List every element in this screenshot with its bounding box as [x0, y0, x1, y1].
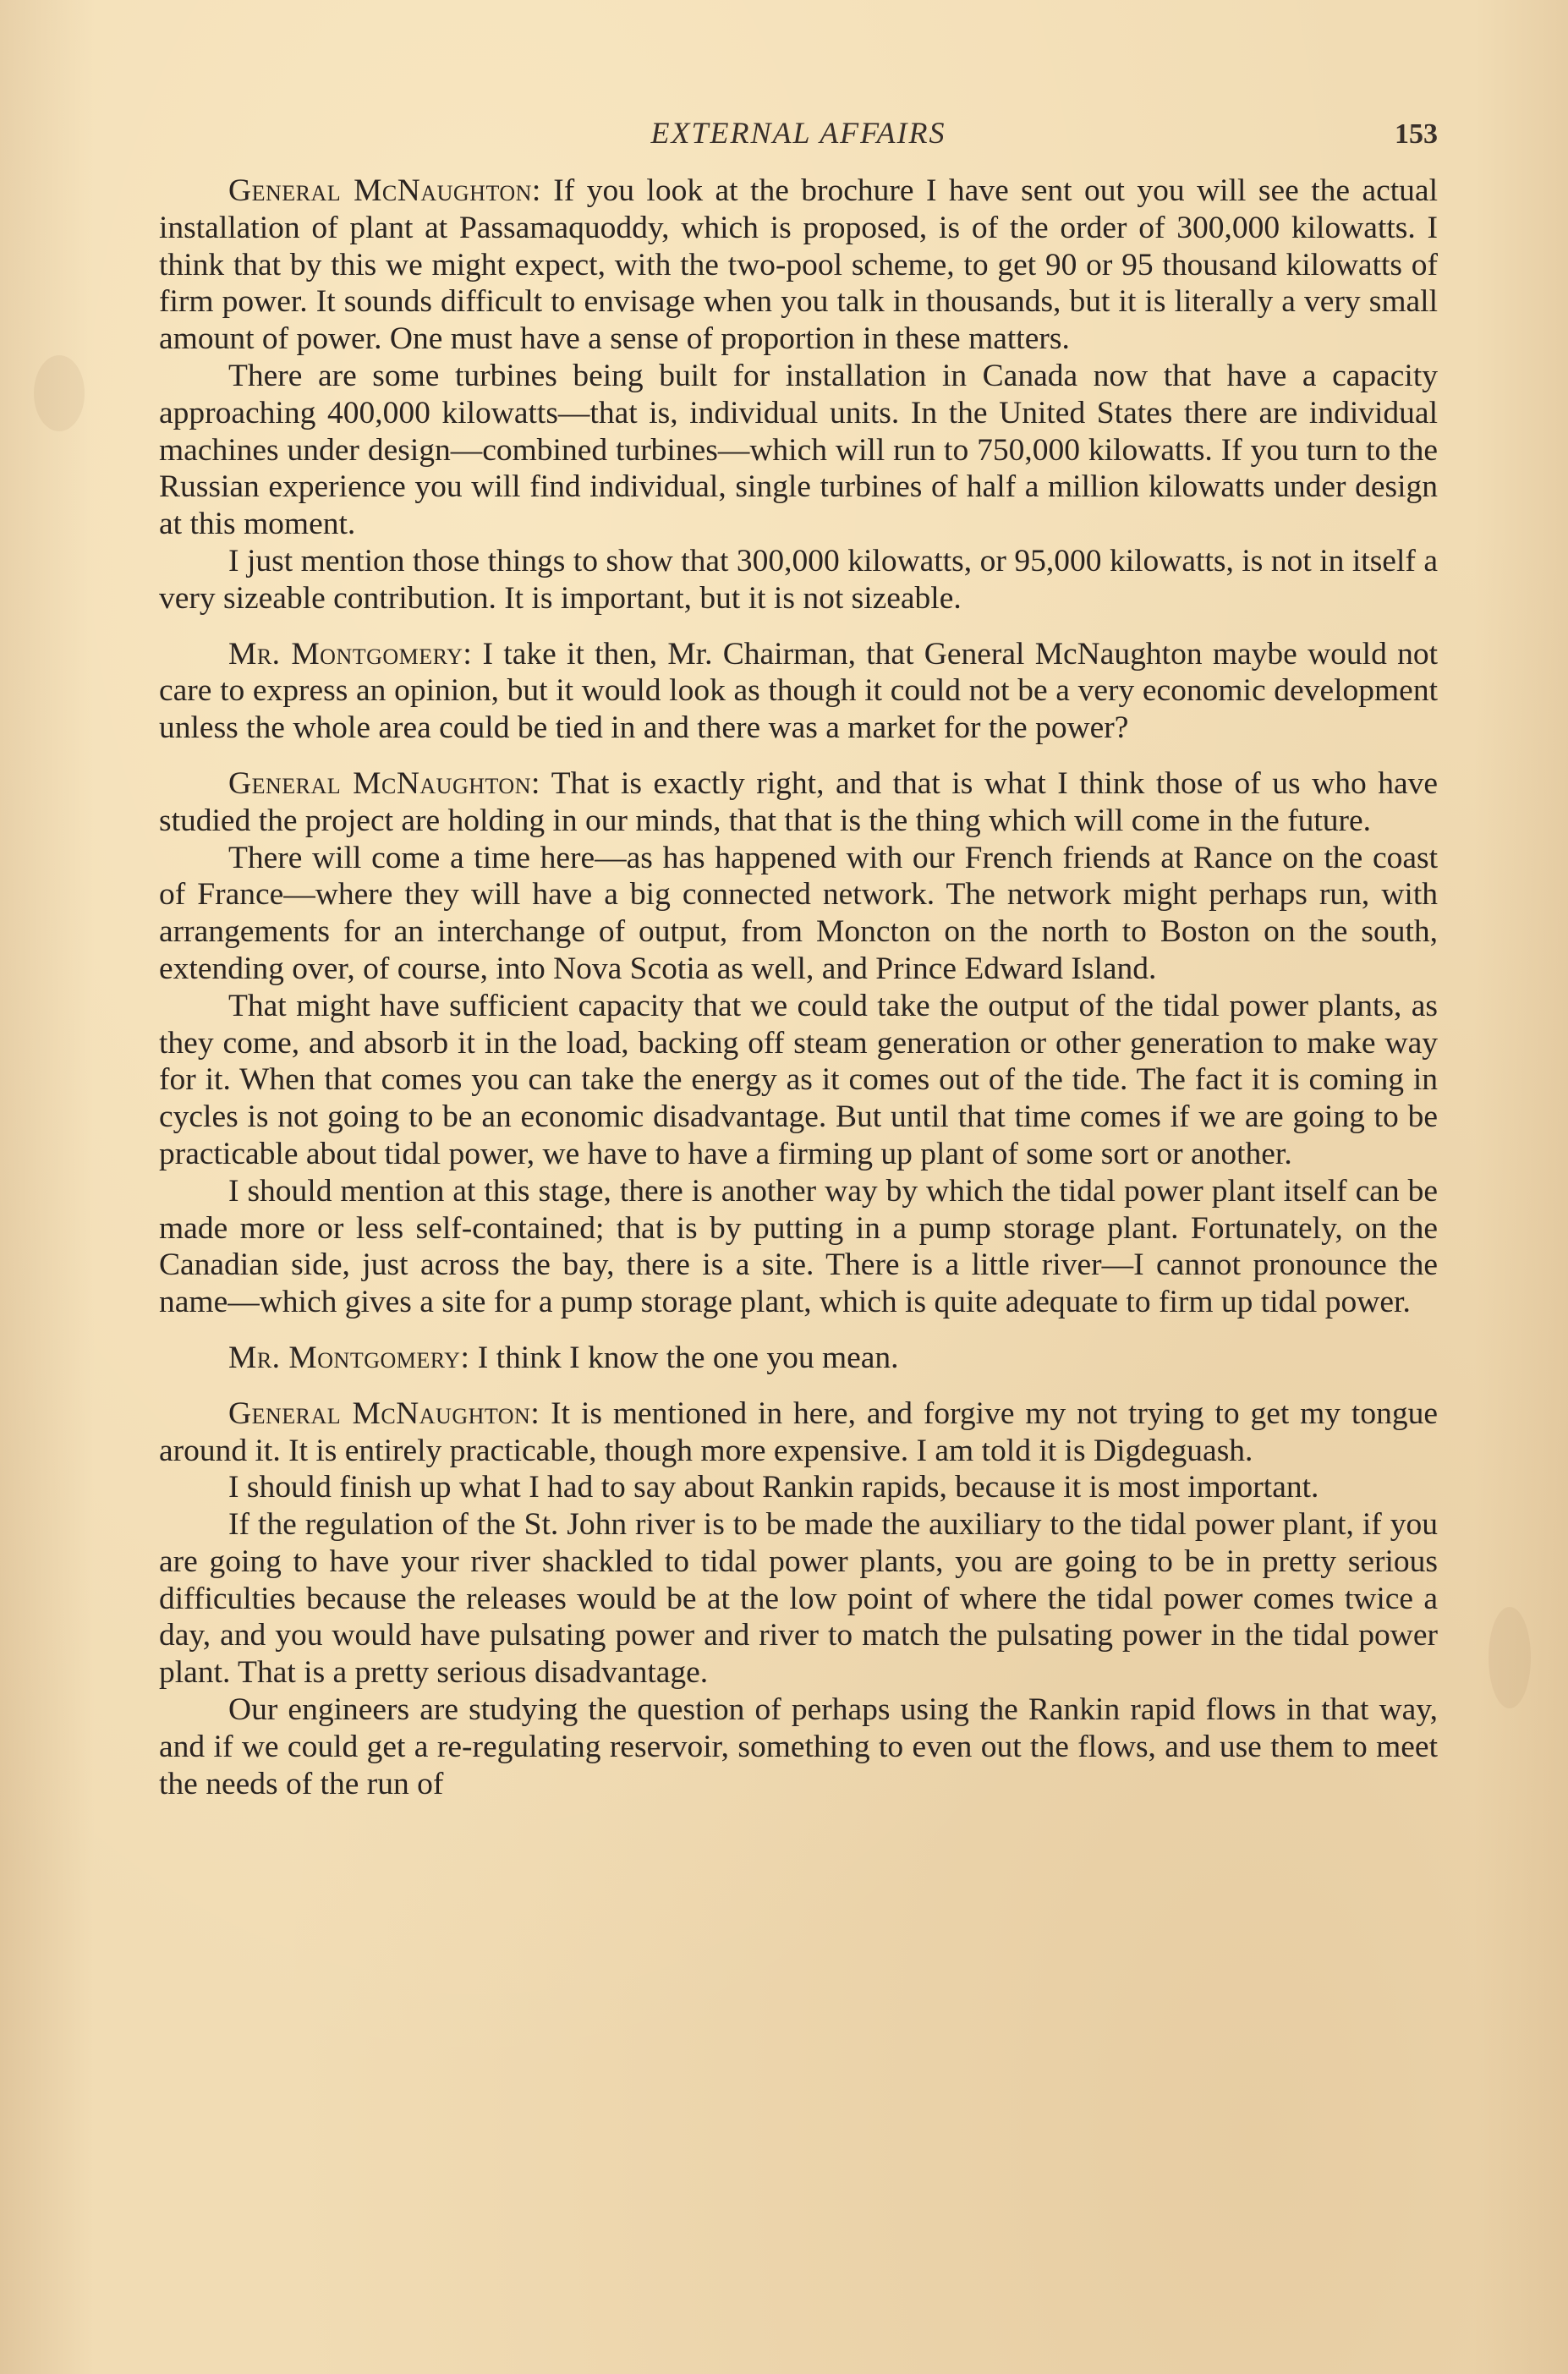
paragraph-text: There are some turbines being built for installation in Canada now that have a capacity approaching 400,000 kilowatts—that is, individual units. In the United States there are individual machines under design—combined turbines—which will run to 750,000 kilowatts. If you turn to the Russian experience you will find individual, single turbines of half a million kilowatts under design at this moment.: [159, 358, 1438, 542]
paragraph-text: Our engineers are studying the question of perhaps using the Rankin rapid flows in that way, and if we could get a re-regulating reservoir, something to even out the flows, and use them to meet the needs of the run of: [159, 1692, 1438, 1801]
speaker-name: Mr. Montgomery:: [228, 1340, 470, 1375]
paragraph: [159, 543, 1438, 617]
paragraph-text: I just mention those things to show that 300,000 kilowatts, or 95,000 kilowatts, is not in itself a very sizeable contribution. It is important, but it is not sizeable.: [159, 543, 1438, 616]
page-stain: [1489, 1607, 1531, 1708]
paragraph: [159, 173, 1438, 358]
paragraph: [159, 1469, 1438, 1506]
paragraph-text: I take it then, Mr. Chairman, that General McNaughton maybe would not care to express an opinion, but it would look as though it could not be a very economic development unless the whole area could be tied in and there was a market for the power?: [159, 636, 1439, 746]
paragraph-text: It is mentioned in here, and forgive my not trying to get my tongue around it. It is entirely practicable, though more expensive. I am told it is Digdeguash.: [159, 1395, 1439, 1468]
page-number: 153: [1395, 118, 1438, 150]
paragraph-text: There will come a time here—as has happened with our French friends at Rance on the coast of France—where they will have a big connected network. The network might perhaps run, with arrangements for an interchange of output, from Moncton on the north to Boston on the south, extending over, of course, into Nova Scotia as well, and Prince Edward Island.: [159, 840, 1438, 986]
paragraph: [159, 1340, 1438, 1377]
paragraph: [159, 765, 1438, 840]
running-head: [159, 110, 1438, 161]
speaker-name: General McNaughton:: [228, 173, 541, 208]
paragraph: [159, 840, 1438, 988]
speaker-name: General McNaughton:: [228, 765, 540, 801]
paragraph: [159, 358, 1438, 543]
paragraph-text: That is exactly right, and that is what I think those of us who have studied the project are holding in our minds, that that is the thing which will come in the future.: [159, 765, 1438, 838]
paragraph-text: I should finish up what I had to say about Rankin rapids, because it is most important.: [228, 1470, 1319, 1505]
speaker-name: General McNaughton:: [228, 1395, 540, 1431]
paragraph: [159, 988, 1438, 1173]
paragraph-text: If you look at the brochure I have sent out you will see the actual installation of plant at Passamaquoddy, which is proposed, is of the order of 300,000 kilowatts. I think that by this we might expect, with the two-pool scheme, to get 90 or 95 thousand kilowatts of firm power. It sounds difficult to envisage when you talk in thousands, but it is literally a very small amount of power. One must have a sense of proportion in these matters.: [159, 173, 1438, 357]
paragraph-text: If the regulation of the St. John river is to be made the auxiliary to the tidal power plant, if you are going to have your river shackled to tidal power plants, you are going to be in pretty serious difficulties because the releases would be at the low point of where the tidal power comes twice a day, and you would have pulsating power and river to match the pulsating power in the tidal power plant. That is a pretty serious disadvantage.: [159, 1507, 1438, 1691]
speaker-name: Mr. Montgomery:: [228, 636, 473, 672]
paragraph: [159, 1691, 1438, 1802]
paragraph: [159, 1506, 1438, 1691]
running-title: EXTERNAL AFFAIRS: [650, 116, 946, 150]
paragraph: [159, 1173, 1438, 1321]
paragraph: [159, 1395, 1438, 1470]
paragraph: [159, 636, 1438, 747]
body-text: [159, 173, 1438, 1802]
book-page: [159, 110, 1438, 1802]
paragraph-text: I should mention at this stage, there is another way by which the tidal power plant itself can be made more or less self-contained; that is by putting in a pump storage plant. Fortunately, on the Canadian side, just across the bay, there is a site. There is a little river—I cannot pronounce the name—which gives a site for a pump storage plant, which is quite adequate to firm up tidal power.: [159, 1173, 1438, 1320]
page-stain: [34, 355, 85, 431]
paragraph-text: I think I know the one you mean.: [477, 1340, 899, 1375]
paragraph-text: That might have sufficient capacity that we could take the output of the tidal power plants, as they come, and absorb it in the load, backing off steam generation or other generation to make way for it. When that comes you can take the energy as it comes out of the tide. The fact it is coming in cycles is not going to be an economic disadvantage. But until that time comes if we are going to be practicable about tidal power, we have to have a firming up plant of some sort or another.: [159, 988, 1438, 1171]
